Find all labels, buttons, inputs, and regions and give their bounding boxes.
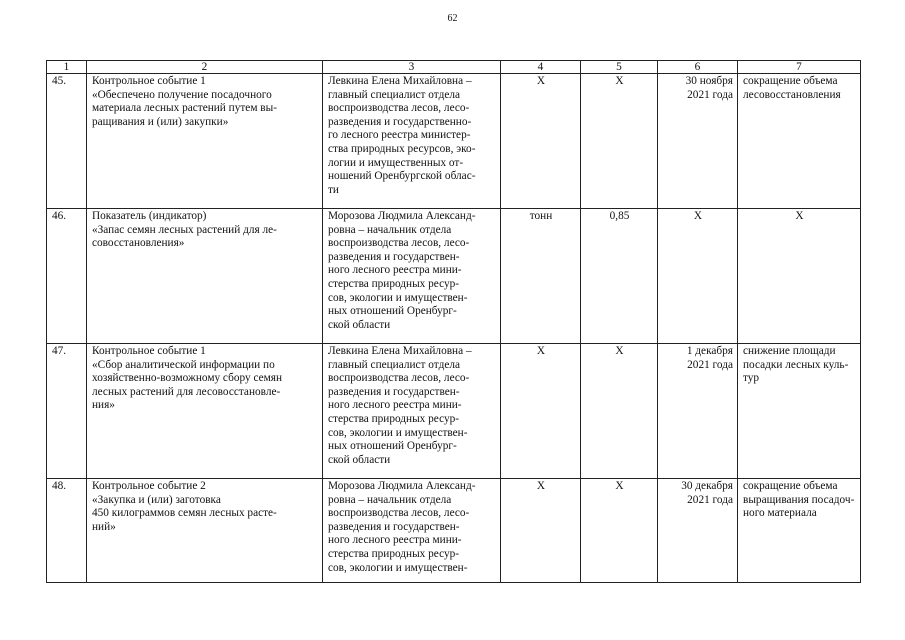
responsible-cell: [323, 209, 501, 344]
header-col-7: 7: [738, 61, 861, 74]
risk-text: снижение площади посадки лесных куль- тур: [743, 345, 849, 385]
row-number: 46.: [47, 209, 87, 344]
date-cell: [658, 479, 738, 583]
event-cell: [87, 479, 323, 583]
risk-text: сокращение объема выращивания посадоч- ного материала: [743, 480, 855, 520]
value-cell: Х: [581, 344, 658, 479]
date-text: Х: [693, 210, 703, 222]
date-cell: [658, 209, 738, 344]
risk-text: сокращение объема лесовосстановления: [743, 75, 841, 101]
header-col-6: 6: [658, 61, 738, 74]
event-cell: [87, 344, 323, 479]
risk-text: Х: [795, 210, 804, 222]
responsible-text: Морозова Людмила Александ- ровна – начальник отдела воспроизводства лесов, лесо- разведения и государствен- ного лесного реестра мини- стерства природных ресур- сов, экологии и имуществен-: [328, 480, 476, 574]
responsible-cell: [323, 344, 501, 479]
unit-cell: Х: [501, 74, 581, 209]
event-text: Контрольное событие 2 «Закупка и (или) заготовка 450 килограммов семян лесных расте- ний»: [92, 480, 277, 533]
date-text: 1 декабря 2021 года: [686, 345, 733, 371]
risk-cell: [738, 74, 861, 209]
unit-cell: Х: [501, 479, 581, 583]
table-row: [47, 209, 861, 344]
table-row: [47, 74, 861, 209]
table-row: [47, 344, 861, 479]
document-table: [46, 60, 861, 583]
value-cell: 0,85: [581, 209, 658, 344]
risk-cell: [738, 209, 861, 344]
row-number: 45.: [47, 74, 87, 209]
page-number: 62: [447, 13, 458, 24]
value-cell: Х: [581, 74, 658, 209]
event-text: Контрольное событие 1 «Сбор аналитической информации по хозяйственно-возможному сбору семян лесных растений для лесовосстановле- ния»: [92, 345, 283, 412]
responsible-text: Левкина Елена Михайловна – главный специалист отдела воспроизводства лесов, лесо- разведения и государственно- го лесного реестра министер- ства природных ресурсов, эко- логии и имущественных от- ношений Оренбургской облас- ти: [328, 75, 476, 196]
event-cell: [87, 74, 323, 209]
header-col-1: 1: [47, 61, 87, 74]
unit-cell: Х: [501, 344, 581, 479]
date-text: 30 декабря 2021 года: [681, 480, 733, 506]
event-text: Показатель (индикатор) «Запас семян лесных растений для ле- совосстановления»: [92, 210, 277, 250]
unit-cell: тонн: [501, 209, 581, 344]
table-row: [47, 479, 861, 583]
risk-cell: [738, 479, 861, 583]
event-cell: [87, 209, 323, 344]
header-col-2: 2: [87, 61, 323, 74]
header-col-4: 4: [501, 61, 581, 74]
responsible-text: Левкина Елена Михайловна – главный специалист отдела воспроизводства лесов, лесо- разведения и государствен- ного лесного реестра мини- стерства природных ресур- сов, экологии и имуществен- ных отношений Оренбург- ской области: [328, 345, 472, 466]
header-col-3: 3: [323, 61, 501, 74]
date-cell: [658, 74, 738, 209]
responsible-text: Морозова Людмила Александ- ровна – начальник отдела воспроизводства лесов, лесо- разведения и государствен- ного лесного реестра мини- стерства природных ресур- сов, экологии и имуществен- ных отношений Оренбург- ской области: [328, 210, 476, 331]
row-number: 48.: [47, 479, 87, 583]
responsible-cell: [323, 479, 501, 583]
responsible-cell: [323, 74, 501, 209]
header-col-5: 5: [581, 61, 658, 74]
value-cell: Х: [581, 479, 658, 583]
row-number: 47.: [47, 344, 87, 479]
header-row: [47, 61, 861, 74]
risk-cell: [738, 344, 861, 479]
event-text: Контрольное событие 1 «Обеспечено получение посадочного материала лесных растений путем вы- ращивания и (или) закупки»: [92, 75, 277, 128]
date-cell: [658, 344, 738, 479]
date-text: 30 ноября 2021 года: [685, 75, 733, 101]
